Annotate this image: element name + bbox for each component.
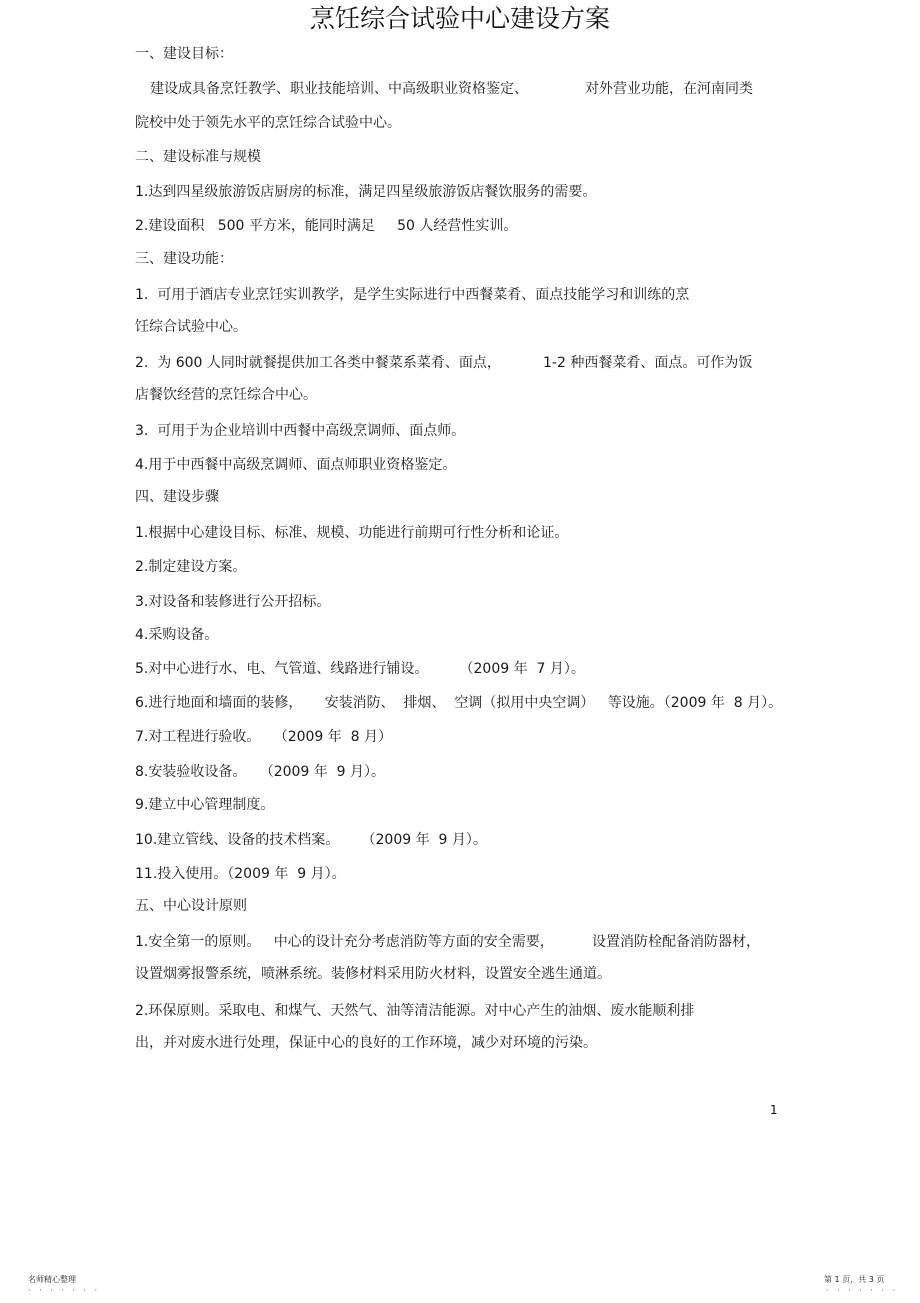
section-heading-principles: 五、中心设计原则 <box>135 898 247 914</box>
list-item: 10.建立管线、设备的技术档案。 （2009 年 9 月）。 <box>135 832 487 848</box>
footer-left-label: 名师精心整理 <box>28 1275 76 1284</box>
section-heading-steps: 四、建设步骤 <box>135 489 219 505</box>
list-item: 1.达到四星级旅游饭店厨房的标准，满足四星级旅游饭店餐饮服务的需要。 <box>135 184 597 200</box>
list-item: 2.环保原则。采取电、和煤气、天然气、油等清洁能源。对中心产生的油烟、废水能顺利排 <box>135 1003 695 1019</box>
list-item-continuation: 店餐饮经营的烹饪综合中心。 <box>135 387 317 403</box>
document-title: 烹饪综合试验中心建设方案 <box>309 4 610 33</box>
list-item: 4.用于中西餐中高级烹调师、面点师职业资格鉴定。 <box>135 457 457 473</box>
list-item: 3.对设备和装修进行公开招标。 <box>135 594 331 610</box>
list-item: 1.安全第一的原则。 中心的设计充分考虑消防等方面的安全需要， <box>135 934 554 950</box>
list-item: 11.投入使用。（2009 年 9 月）。 <box>135 866 346 882</box>
list-item-continuation: 饪综合试验中心。 <box>135 319 247 335</box>
paragraph-line: 对外营业功能，在河南同类 <box>585 81 753 97</box>
list-item: 4.采购设备。 <box>135 627 219 643</box>
paragraph-line: 院校中处于领先水平的烹饪综合试验中心。 <box>135 115 401 131</box>
paragraph-line: 建设成具备烹饪教学、职业技能培训、中高级职业资格鉴定、 <box>150 81 528 97</box>
list-item: 2.制定建设方案。 <box>135 559 247 575</box>
section-heading-functions: 三、建设功能： <box>135 251 233 267</box>
list-item: 7.对工程进行验收。 （2009 年 8 月） <box>135 729 393 745</box>
list-item: 6.进行地面和墙面的装修， 安装消防、 排烟、 空调（拟用中央空调） 等设施。（2009 年 8 月）。 <box>135 695 783 711</box>
list-item-continuation: 设置烟雾报警系统，喷淋系统。装修材料采用防火材料，设置安全逃生通道。 <box>135 966 611 982</box>
footer-left-dots: · · · · · · · <box>28 1286 101 1295</box>
footer-right-dots: · · · · · · · <box>826 1286 899 1295</box>
footer-page-counter: 第 1 页，共 3 页 <box>824 1275 885 1284</box>
section-heading-goals: 一、建设目标： <box>135 46 233 62</box>
list-item: 5.对中心进行水、电、气管道、线路进行铺设。 （2009 年 7 月）。 <box>135 661 585 677</box>
list-item: 3. 可用于为企业培训中西餐中高级烹调师、面点师。 <box>135 423 466 439</box>
list-item: 2. 为 600 人同时就餐提供加工各类中餐菜系菜肴、面点， <box>135 355 501 371</box>
list-item: 1.根据中心建设目标、标准、规模、功能进行前期可行性分析和论证。 <box>135 525 569 541</box>
list-item: 9.建立中心管理制度。 <box>135 797 275 813</box>
section-heading-standards: 二、建设标准与规模 <box>135 149 261 165</box>
list-item: 设置消防栓配备消防器材， <box>592 934 760 950</box>
list-item: 1-2 种西餐菜肴、面点。可作为饭 <box>543 355 753 371</box>
list-item: 1. 可用于酒店专业烹饪实训教学，是学生实际进行中西餐菜肴、面点技能学习和训练的烹 <box>135 287 690 303</box>
page-number: 1 <box>770 1103 778 1117</box>
list-item-continuation: 出，并对废水进行处理，保证中心的良好的工作环境，减少对环境的污染。 <box>135 1035 597 1051</box>
list-item: 8.安装验收设备。 （2009 年 9 月）。 <box>135 764 386 780</box>
list-item: 2.建设面积 500 平方米，能同时满足 50 人经营性实训。 <box>135 218 518 234</box>
